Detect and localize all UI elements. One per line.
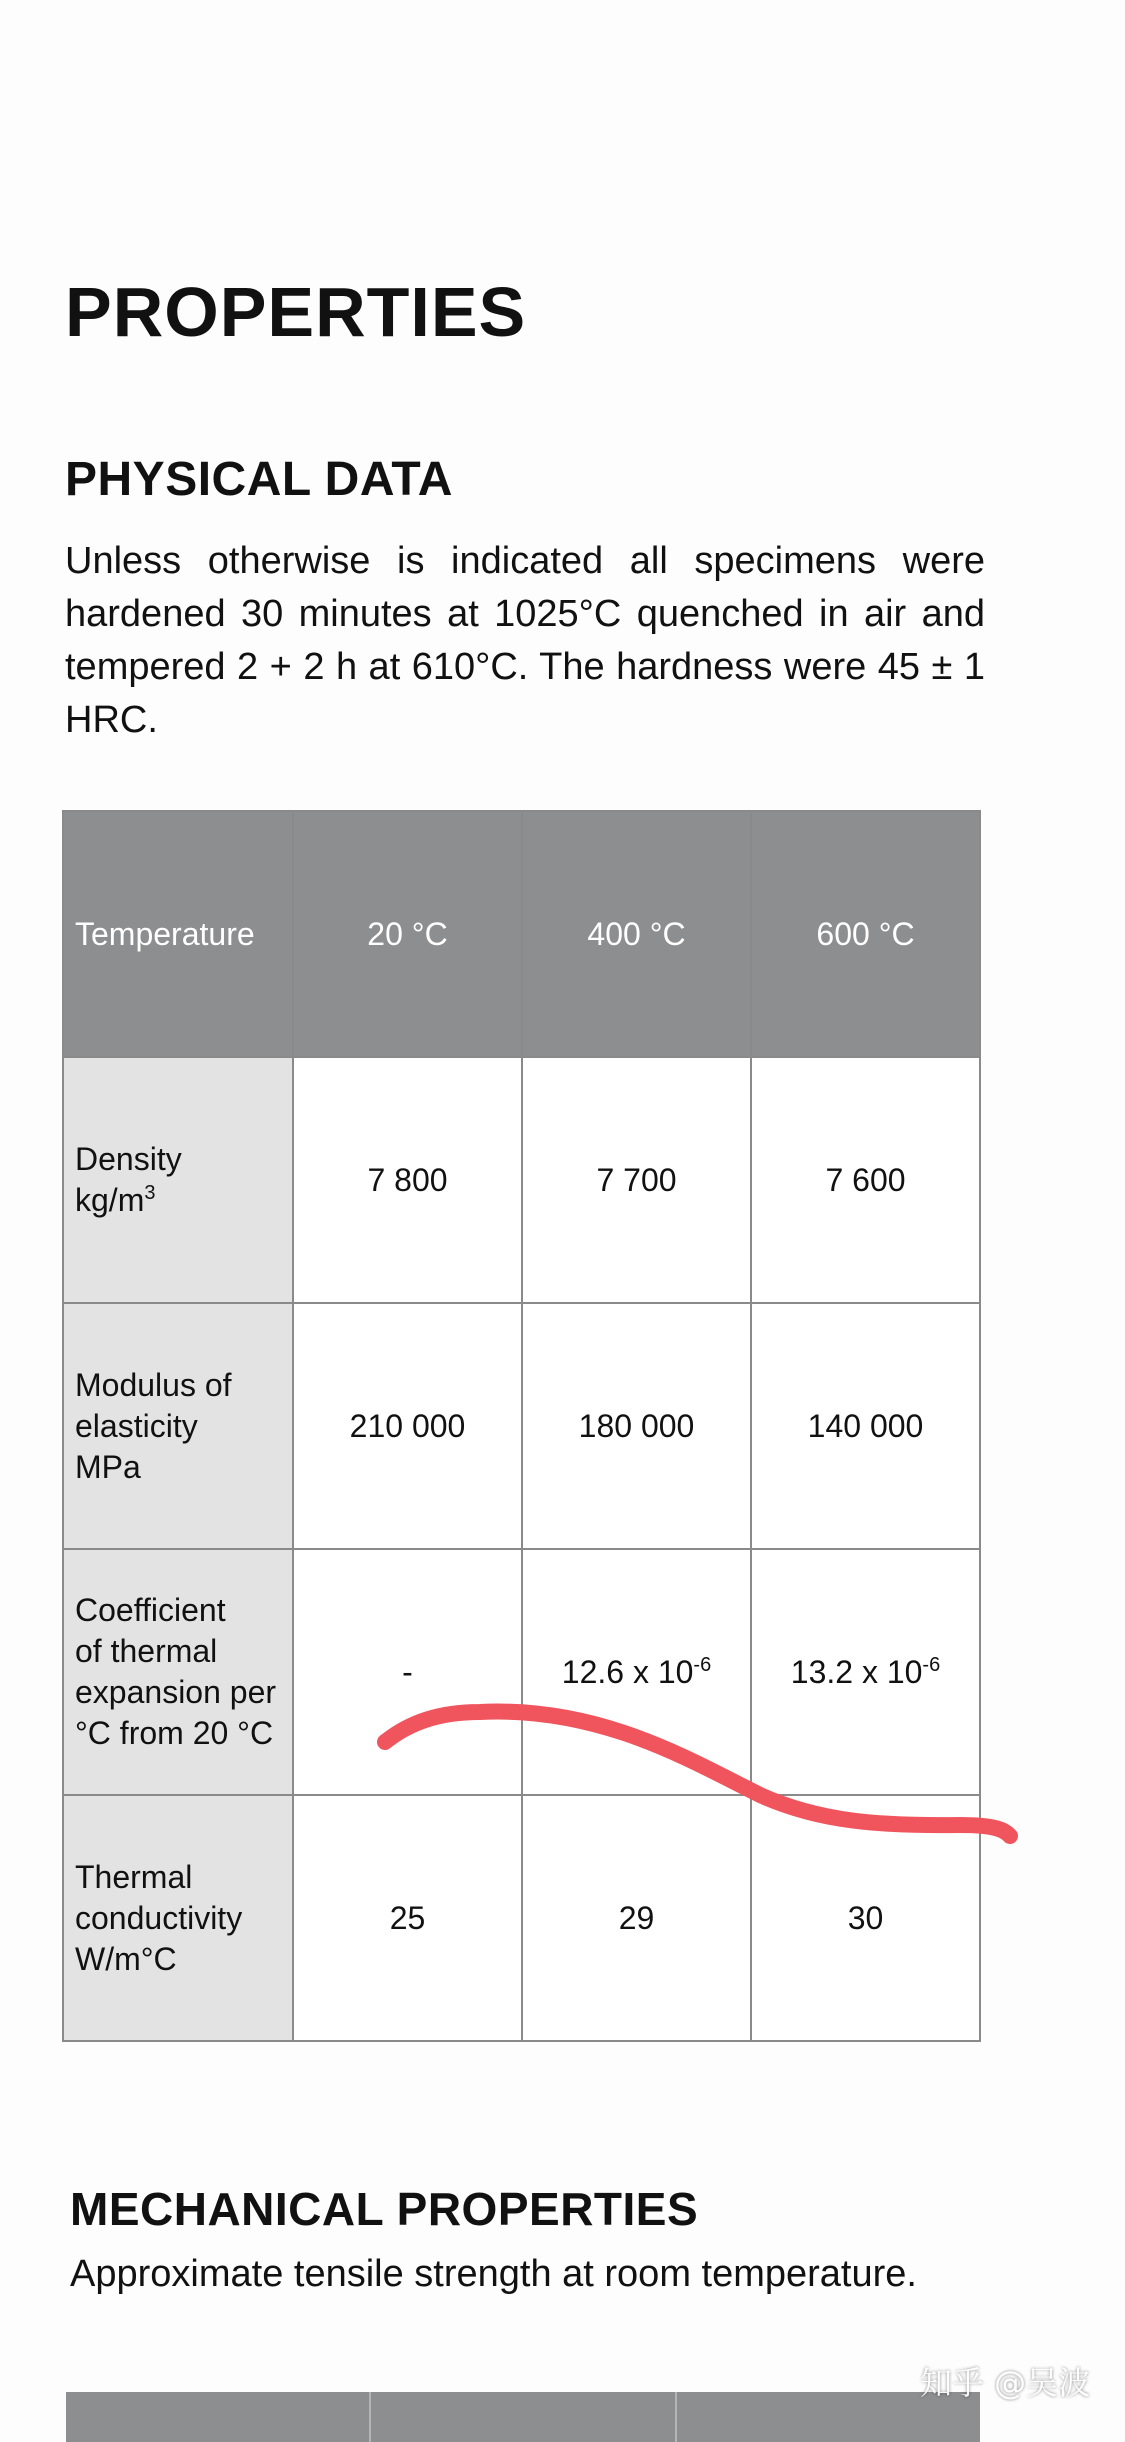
table-cell: 180 000	[522, 1303, 751, 1549]
header-temperature-label: Temperature	[63, 811, 293, 1057]
cell-exponent: -6	[693, 1653, 712, 1676]
table-cell: 140 000	[751, 1303, 980, 1549]
mechanical-properties-heading: MECHANICAL PROPERTIES	[70, 2183, 699, 2235]
watermark: 知乎 @吴波	[920, 2364, 1091, 2402]
header-col-400c: 400 °C	[522, 811, 751, 1057]
row-label-line	[75, 1180, 292, 1221]
cell-value: 12.6 x 10	[561, 1653, 694, 1690]
table-cell: 30	[751, 1795, 980, 2041]
table-row-thermal-expansion	[63, 1549, 980, 1795]
table-cell: 7 600	[751, 1057, 980, 1303]
row-label-superscript: 3	[144, 1182, 156, 1204]
mechanical-properties-subtitle: Approximate tensile strength at room temperature.	[70, 2253, 917, 2295]
table-cell	[522, 1549, 751, 1795]
row-label-modulus	[63, 1303, 293, 1549]
row-label-line: expansion per	[75, 1674, 277, 1710]
header-col-20c: 20 °C	[293, 811, 522, 1057]
row-label-line: of thermal	[75, 1633, 218, 1669]
cell-exponent: -6	[922, 1653, 941, 1676]
table-header-cell	[371, 2392, 676, 2442]
table-cell: -	[293, 1549, 522, 1795]
row-label-unit: kg/m	[75, 1182, 145, 1218]
row-label-line: Coefficient	[75, 1592, 226, 1628]
table-header-cell	[66, 2392, 371, 2442]
header-col-600c: 600 °C	[751, 811, 980, 1057]
mechanical-table-header-partial	[66, 2392, 980, 2442]
cell-value: 13.2 x 10	[790, 1653, 923, 1690]
table-row-density	[63, 1057, 980, 1303]
table-cell	[751, 1549, 980, 1795]
row-label-density	[63, 1057, 293, 1303]
row-label-thermal-expansion	[63, 1549, 293, 1795]
row-label-line: Modulus of	[75, 1366, 232, 1403]
row-label-line: MPa	[75, 1448, 141, 1485]
table-cell: 29	[522, 1795, 751, 2041]
row-label-line: elasticity	[75, 1407, 198, 1444]
table-cell: 210 000	[293, 1303, 522, 1549]
row-label-line: Density	[75, 1141, 182, 1177]
physical-data-heading: PHYSICAL DATA	[65, 453, 453, 506]
table-cell: 25	[293, 1795, 522, 2041]
page-title: PROPERTIES	[65, 273, 527, 351]
row-label-thermal-conductivity	[63, 1795, 293, 2041]
table-row-thermal-conductivity	[63, 1795, 980, 2041]
table-header-row	[63, 811, 980, 1057]
table-cell: 7 700	[522, 1057, 751, 1303]
row-label-line: Thermal	[75, 1858, 193, 1895]
row-label-line: °C from 20 °C	[75, 1715, 274, 1751]
row-label-line: W/m°C	[75, 1940, 177, 1977]
physical-data-intro: Unless otherwise is indicated all specimens were hardened 30 minutes at 1025°C quenched in air and tempered 2 + 2 h at 610°C. The hardness were 45 ± 1 HRC.	[65, 540, 985, 741]
physical-data-table	[62, 810, 981, 2042]
table-cell: 7 800	[293, 1057, 522, 1303]
table-row-modulus	[63, 1303, 980, 1549]
row-label-line: conductivity	[75, 1899, 243, 1936]
